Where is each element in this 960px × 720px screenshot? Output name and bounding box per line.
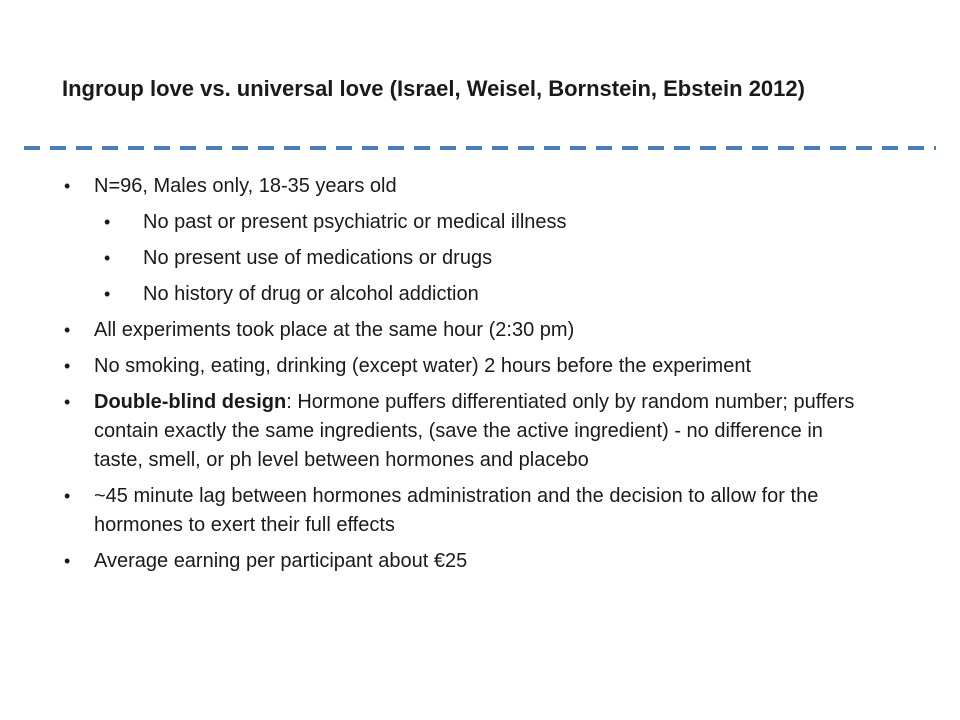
sub-bullet-item-medications bbox=[0, 244, 863, 273]
bullet-item-lag bbox=[0, 482, 864, 540]
bullet-dot-icon: • bbox=[104, 248, 111, 268]
sub-bullet-item-addiction bbox=[0, 280, 863, 309]
bullet-text: ~45 minute lag between hormones administration and the decision to allow for the hormones to exert their full effects bbox=[94, 485, 819, 536]
sub-bullet-item-illness bbox=[0, 208, 863, 237]
bullet-text: No present use of medications or drugs bbox=[143, 247, 493, 269]
bullet-text: No history of drug or alcohol addiction bbox=[143, 283, 479, 305]
bullet-text: No past or present psychiatric or medical illness bbox=[143, 211, 567, 233]
bullet-item-timing bbox=[0, 316, 864, 345]
bullet-text: N=96, Males only, 18-35 years old bbox=[94, 175, 397, 197]
bullet-item-double-blind bbox=[0, 388, 864, 475]
bullet-item-restrictions bbox=[0, 352, 864, 381]
bullet-dot-icon: • bbox=[64, 176, 71, 196]
bullet-dot-icon: • bbox=[64, 486, 71, 506]
bullet-dot-icon: • bbox=[104, 284, 111, 304]
bullet-text: All experiments took place at the same hour (2:30 pm) bbox=[94, 319, 575, 341]
slide-title: Ingroup love vs. universal love (Israel, Weisel, Bornstein, Ebstein 2012) bbox=[62, 76, 805, 101]
bullet-item-earnings bbox=[0, 547, 864, 576]
bullet-dot-icon: • bbox=[104, 212, 111, 232]
bullet-dot-icon: • bbox=[64, 392, 71, 412]
bullet-dot-icon: • bbox=[64, 320, 71, 340]
bullet-text: No smoking, eating, drinking (except water) 2 hours before the experiment bbox=[94, 355, 752, 377]
bullet-list bbox=[0, 172, 960, 583]
bullet-text: Average earning per participant about €25 bbox=[94, 550, 468, 572]
bullet-dot-icon: • bbox=[64, 356, 71, 376]
dashed-divider bbox=[24, 146, 936, 150]
bullet-text: : Hormone puffers differentiated only by random number; puffers contain exactly the same ingredients, (save the active ingredient) - no difference in taste, smell, or ph level between hormones and placebo bbox=[94, 391, 855, 471]
bullet-bold-prefix: Double-blind design bbox=[94, 391, 287, 413]
bullet-item-participants bbox=[0, 172, 864, 201]
bullet-dot-icon: • bbox=[64, 551, 71, 571]
